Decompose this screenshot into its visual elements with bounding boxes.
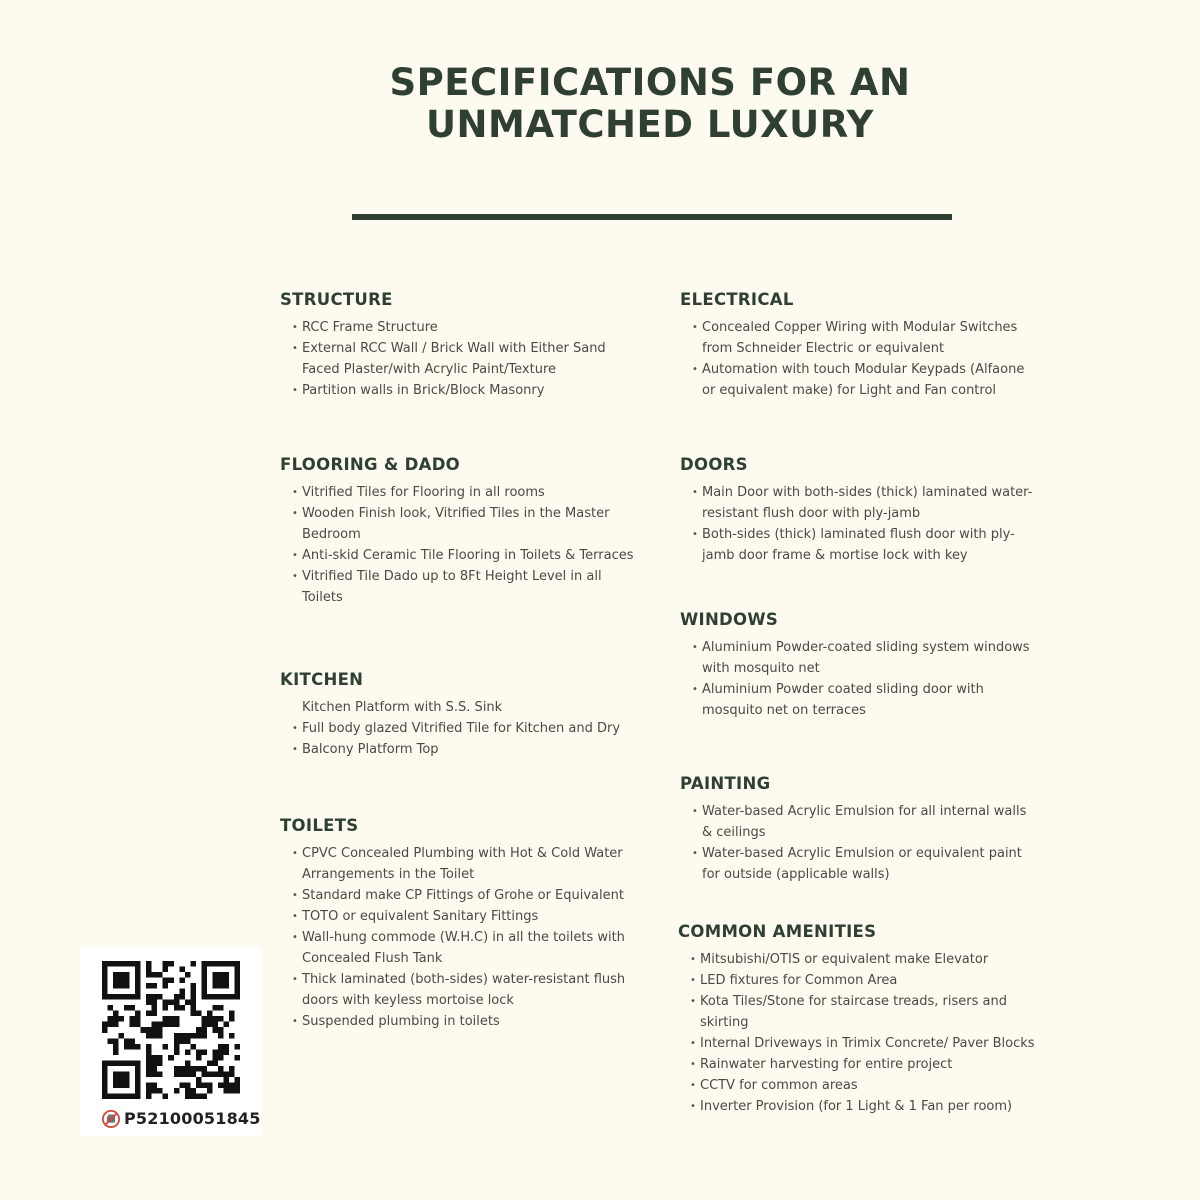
section-common-amenities bbox=[678, 921, 1038, 1117]
title-divider bbox=[352, 214, 952, 220]
section-flooring-dado bbox=[280, 454, 640, 608]
section-painting bbox=[680, 773, 1040, 885]
list-item: • CCTV for common areas bbox=[690, 1075, 1038, 1096]
maharera-logo-icon bbox=[102, 1110, 120, 1128]
section-heading: COMMON AMENITIES bbox=[678, 922, 877, 941]
list-item: • LED fixtures for Common Area bbox=[690, 970, 1038, 991]
list-item: • Aluminium Powder coated sliding door with mosquito net on terraces bbox=[692, 679, 1040, 721]
section-toilets bbox=[280, 815, 640, 1032]
rera-number: P52100051845 bbox=[124, 1109, 261, 1128]
section-heading: PAINTING bbox=[680, 774, 771, 793]
rera-registration bbox=[102, 1109, 261, 1128]
list-item: • Wall-hung commode (W.H.C) in all the toilets with Concealed Flush Tank bbox=[292, 927, 640, 969]
spec-list bbox=[280, 697, 640, 760]
section-windows bbox=[680, 609, 1040, 721]
list-item: • Concealed Copper Wiring with Modular Switches from Schneider Electric or equivalent bbox=[692, 317, 1040, 359]
list-item: • Full body glazed Vitrified Tile for Kitchen and Dry bbox=[292, 718, 640, 739]
qr-code-icon[interactable] bbox=[102, 961, 240, 1099]
spec-list bbox=[680, 317, 1040, 401]
list-item: • Inverter Provision (for 1 Light & 1 Fan per room) bbox=[690, 1096, 1038, 1117]
section-kitchen bbox=[280, 669, 640, 760]
list-item: • RCC Frame Structure bbox=[292, 317, 640, 338]
section-heading: DOORS bbox=[680, 455, 748, 474]
section-heading: ELECTRICAL bbox=[680, 290, 794, 309]
spec-list bbox=[280, 482, 640, 608]
section-heading: KITCHEN bbox=[280, 670, 364, 689]
list-item: • Water-based Acrylic Emulsion or equivalent paint for outside (applicable walls) bbox=[692, 843, 1040, 885]
section-heading: TOILETS bbox=[280, 816, 359, 835]
list-item: • CPVC Concealed Plumbing with Hot & Cold Water Arrangements in the Toilet bbox=[292, 843, 640, 885]
section-doors bbox=[680, 454, 1040, 566]
list-item: • Standard make CP Fittings of Grohe or Equivalent bbox=[292, 885, 640, 906]
list-item: • Aluminium Powder-coated sliding system windows with mosquito net bbox=[692, 637, 1040, 679]
spec-list bbox=[280, 317, 640, 401]
page-title bbox=[300, 62, 1000, 146]
spec-list bbox=[680, 801, 1040, 885]
section-heading: WINDOWS bbox=[680, 610, 779, 629]
list-item: • Internal Driveways in Trimix Concrete/ Paver Blocks bbox=[690, 1033, 1038, 1054]
spec-list bbox=[678, 949, 1038, 1117]
list-item: • Water-based Acrylic Emulsion for all internal walls & ceilings bbox=[692, 801, 1040, 843]
list-item: • Main Door with both-sides (thick) laminated water-resistant flush door with ply-jamb bbox=[692, 482, 1040, 524]
section-electrical bbox=[680, 289, 1040, 401]
list-item: • Wooden Finish look, Vitrified Tiles in the Master Bedroom bbox=[292, 503, 640, 545]
list-item: • Vitrified Tiles for Flooring in all rooms bbox=[292, 482, 640, 503]
rera-qr-card bbox=[80, 947, 262, 1136]
list-item: Kitchen Platform with S.S. Sink bbox=[302, 700, 503, 715]
page-title-line-1: SPECIFICATIONS FOR AN bbox=[389, 61, 911, 104]
list-item: • TOTO or equivalent Sanitary Fittings bbox=[292, 906, 640, 927]
section-structure bbox=[280, 289, 640, 401]
list-item: • Suspended plumbing in toilets bbox=[292, 1011, 640, 1032]
section-heading: FLOORING & DADO bbox=[280, 455, 461, 474]
list-item: • External RCC Wall / Brick Wall with Either Sand Faced Plaster/with Acrylic Paint/Texture bbox=[292, 338, 640, 380]
list-item: • Both-sides (thick) laminated flush door with ply-jamb door frame & mortise lock with key bbox=[692, 524, 1040, 566]
list-item: • Balcony Platform Top bbox=[292, 739, 640, 760]
list-item: • Kota Tiles/Stone for staircase treads, risers and skirting bbox=[690, 991, 1038, 1033]
section-heading: STRUCTURE bbox=[280, 290, 393, 309]
list-item: • Vitrified Tile Dado up to 8Ft Height Level in all Toilets bbox=[292, 566, 640, 608]
list-item: • Anti-skid Ceramic Tile Flooring in Toilets & Terraces bbox=[292, 545, 640, 566]
spec-list bbox=[680, 637, 1040, 721]
page-title-line-2: UNMATCHED LUXURY bbox=[426, 103, 874, 146]
spec-list bbox=[280, 843, 640, 1032]
list-item: • Thick laminated (both-sides) water-resistant flush doors with keyless mortoise lock bbox=[292, 969, 640, 1011]
list-item: • Mitsubishi/OTIS or equivalent make Elevator bbox=[690, 949, 1038, 970]
spec-list bbox=[680, 482, 1040, 566]
list-item: • Partition walls in Brick/Block Masonry bbox=[292, 380, 640, 401]
list-item: • Rainwater harvesting for entire project bbox=[690, 1054, 1038, 1075]
list-item: • Automation with touch Modular Keypads (Alfaone or equivalent make) for Light and Fan control bbox=[692, 359, 1040, 401]
